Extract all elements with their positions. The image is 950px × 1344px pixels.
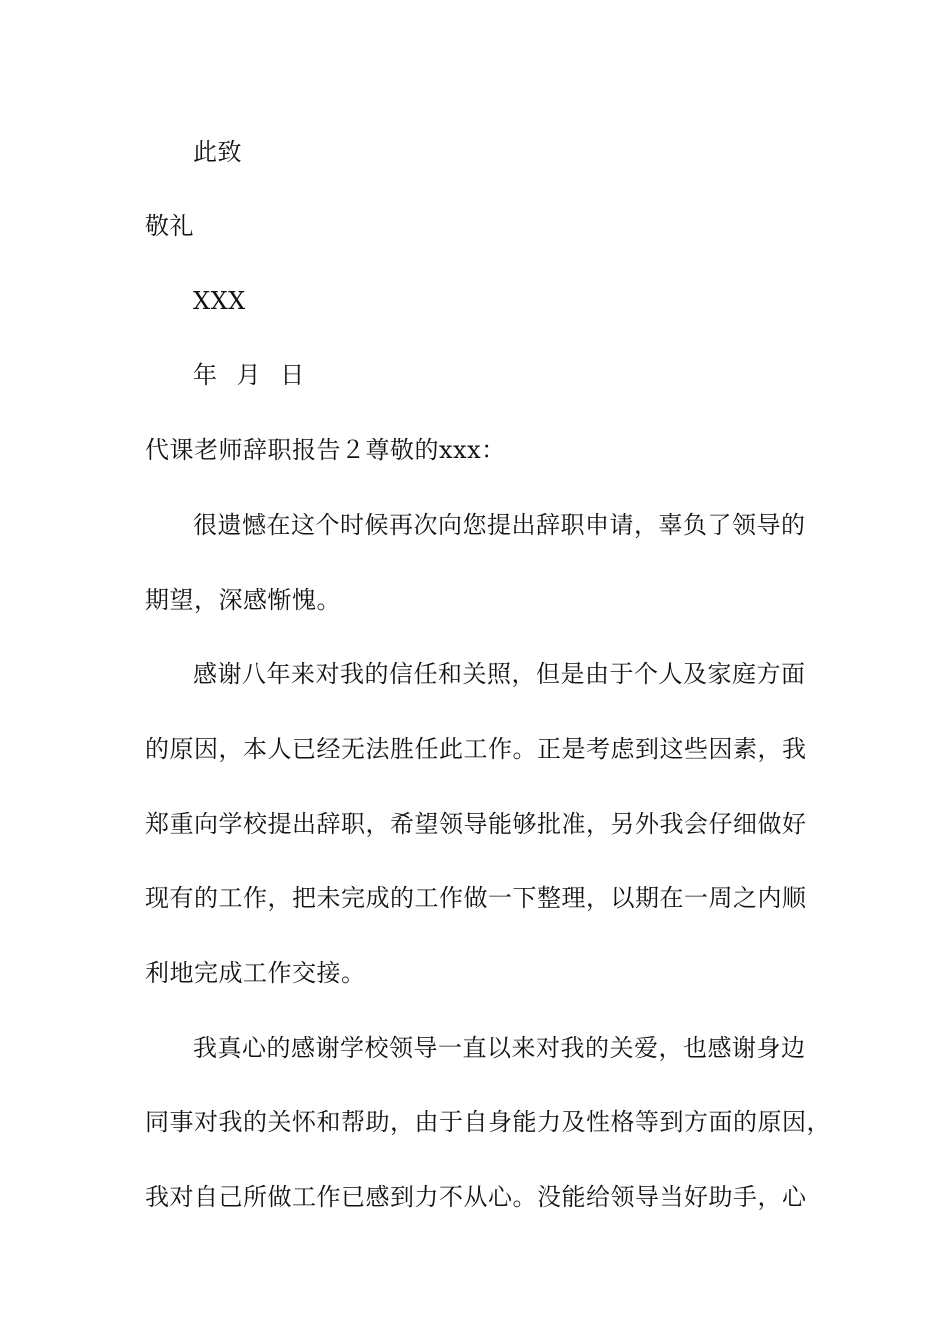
paragraph-2-line-1: 感谢八年来对我的信任和关照，但是由于个人及家庭方面 [193,660,806,688]
paragraph-3-line-2: 同事对我的关怀和帮助，由于自身能力及性格等到方面的原因， [145,1108,831,1136]
paragraph-1-line-2: 期望，深感惭愧。 [145,586,341,614]
paragraph-3-line-3: 我对自己所做工作已感到力不从心。没能给领导当好助手，心 [145,1183,807,1211]
paragraph-2-line-5: 利地完成工作交接。 [145,959,366,987]
paragraph-2-line-4: 现有的工作，把未完成的工作做一下整理，以期在一周之内顺 [145,884,807,912]
paragraph-1-line-1: 很遗憾在这个时候再次向您提出辞职申请，辜负了领导的 [193,511,806,539]
signature: XXX [193,287,246,315]
report-title-line: 代课老师辞职报告２尊敬的xxx： [145,436,506,464]
paragraph-3-line-1: 我真心的感谢学校领导一直以来对我的关爱，也感谢身边 [193,1034,806,1062]
paragraph-2-line-3: 郑重向学校提出辞职，希望领导能够批准，另外我会仔细做好 [145,810,807,838]
date-line: 年 月 日 [193,361,305,389]
closing-regards: 敬礼 [145,212,194,240]
paragraph-2-line-2: 的原因，本人已经无法胜任此工作。正是考虑到这些因素，我 [145,735,807,763]
closing-salutation: 此致 [193,138,242,166]
